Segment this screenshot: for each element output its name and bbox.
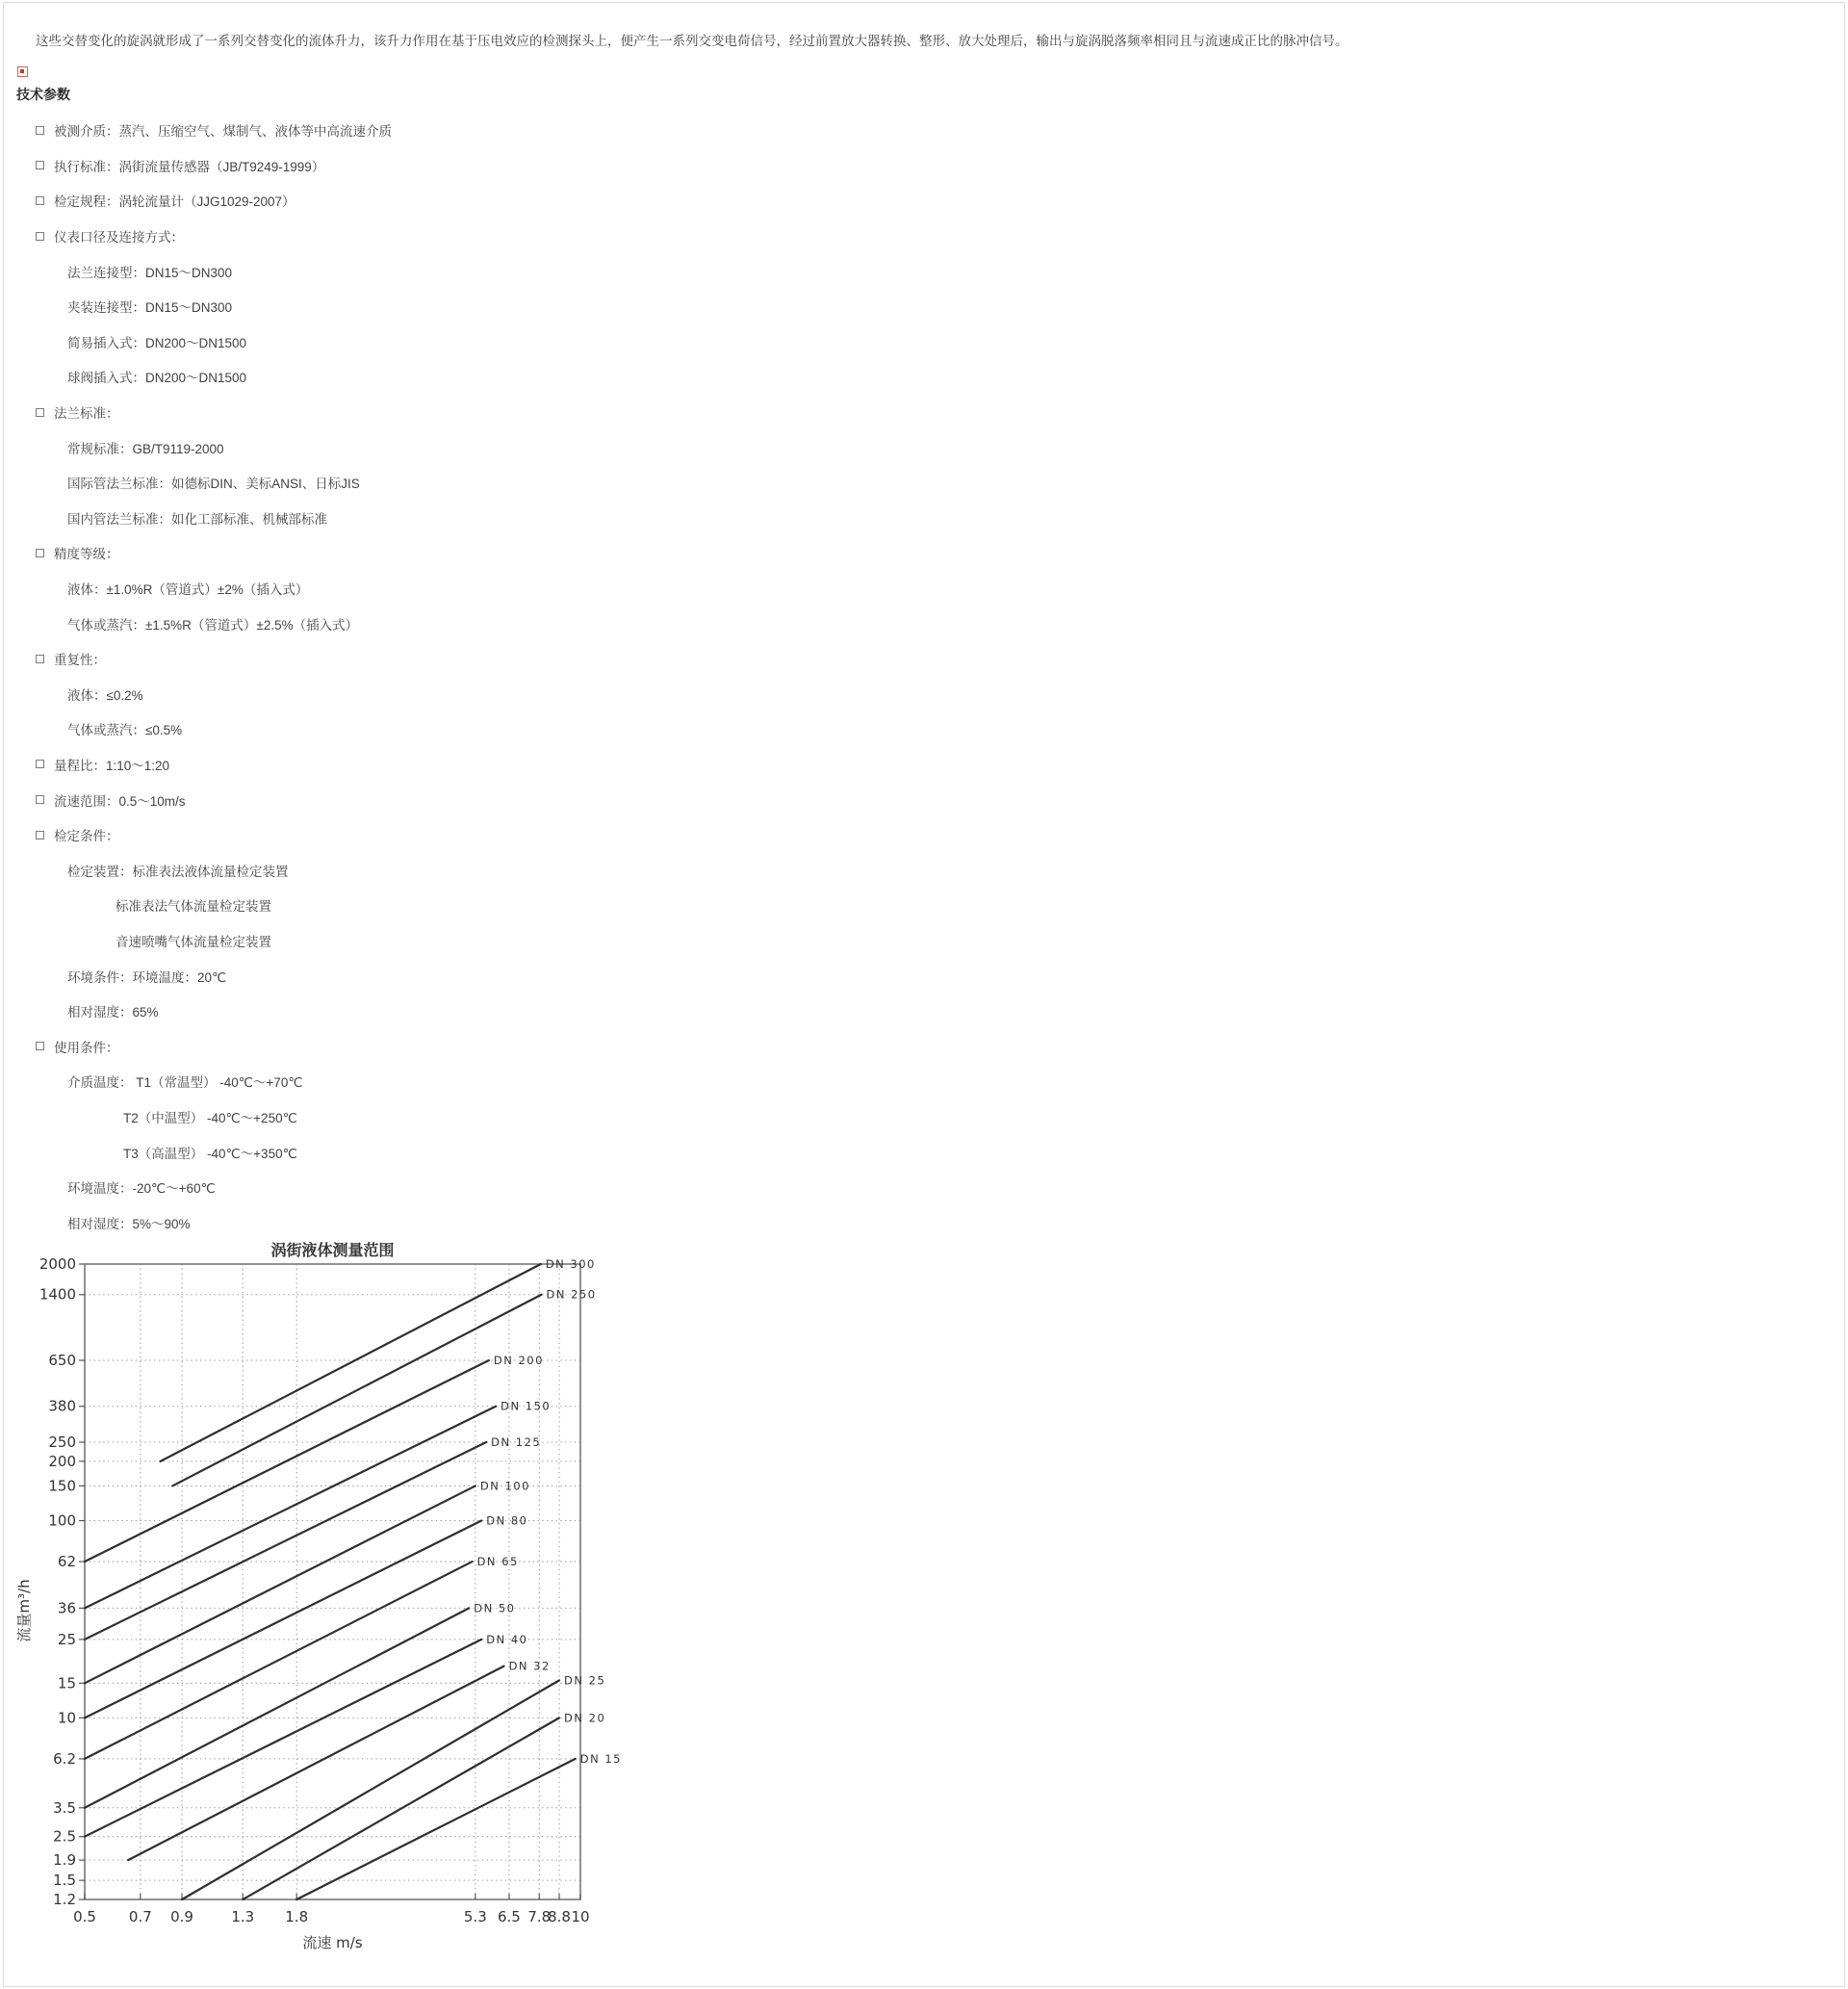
flow-range-chart-svg: [4, 1240, 697, 1976]
y-tick-label: 200: [48, 1452, 76, 1470]
y-tick-label: 36: [57, 1599, 76, 1617]
y-tick-label: 15: [57, 1674, 76, 1692]
intro-paragraph: 这些交替变化的旋涡就形成了一系列交替变化的流体升力，该升力作用在基于压电效应的检测探头上，便产生一系列交变电荷信号，经过前置放大器转换、整形、放大处理后，输出与旋涡脱落频率相同且与流速成正比的脉冲信号。: [36, 34, 1348, 48]
spec-item-text: 常规标准：GB/T9119-2000: [67, 441, 224, 456]
square-bullet-icon: [36, 161, 44, 169]
spec-item: [4, 113, 1844, 148]
y-tick-label: 650: [48, 1351, 76, 1369]
dn-line: [85, 1640, 481, 1837]
spec-item: [4, 1099, 1844, 1135]
spec-item: [4, 183, 1844, 219]
spec-item: [4, 1064, 1844, 1099]
square-bullet-icon: [36, 760, 44, 768]
spec-item-text: 球阀插入式：DN200～DN1500: [67, 371, 247, 386]
spec-item-text: 音速喷嘴气体流量检定装置: [116, 934, 271, 949]
y-tick-label: 1.5: [53, 1872, 76, 1890]
spec-item-text: 介质温度： T1（常温型） -40℃～+70℃: [67, 1075, 303, 1091]
spec-item: [4, 289, 1844, 324]
dn-line-label: DN 40: [486, 1632, 528, 1646]
square-bullet-icon: [36, 655, 44, 663]
spec-item: [4, 395, 1844, 430]
dn-line: [85, 1442, 486, 1640]
spec-item-text: 相对湿度：5%～90%: [67, 1216, 191, 1231]
spec-item: [4, 852, 1844, 888]
dn-line: [85, 1521, 481, 1718]
spec-item-text: 国内管法兰标准：如化工部标准、机械部标准: [67, 511, 327, 527]
spec-item: [4, 324, 1844, 360]
dn-line-label: DN 150: [500, 1399, 552, 1413]
spec-item: [4, 606, 1844, 641]
spec-item-text: 简易插入式：DN200～DN1500: [67, 335, 247, 350]
spec-item: [4, 1170, 1844, 1205]
dn-line: [85, 1485, 475, 1683]
spec-item-text: 量程比：1:10～1:20: [54, 758, 170, 773]
spec-item-text: 仪表口径及连接方式：: [54, 230, 184, 245]
x-tick-label: 5.3: [463, 1908, 487, 1925]
section-title: 技术参数: [16, 87, 70, 102]
spec-item: [4, 148, 1844, 184]
y-tick-label: 380: [48, 1397, 76, 1415]
spec-item: [4, 711, 1844, 747]
spec-item-text: 精度等级：: [54, 547, 119, 562]
spec-item: [4, 219, 1844, 254]
y-tick-label: 25: [57, 1630, 76, 1648]
dn-line-label: DN 250: [546, 1287, 597, 1302]
dn-line-label: DN 125: [491, 1434, 542, 1449]
dn-line-label: DN 200: [493, 1353, 544, 1367]
document-page: [3, 2, 1845, 1987]
spec-item-text: 被测介质：蒸汽、压缩空气、煤制气、液体等中高流速介质: [54, 124, 392, 140]
spec-item: [4, 888, 1844, 923]
spec-item-text: 环境温度：-20℃～+60℃: [67, 1181, 216, 1197]
spec-item: [4, 253, 1844, 289]
spec-item: [4, 535, 1844, 571]
square-bullet-icon: [36, 1042, 44, 1050]
dn-line-label: DN 32: [508, 1659, 551, 1673]
spec-item-text: 气体或蒸汽：≤0.5%: [67, 723, 183, 738]
x-tick-label: 7.8: [527, 1908, 552, 1925]
dn-line: [172, 1295, 541, 1486]
y-tick-label: 2.5: [53, 1827, 76, 1846]
square-bullet-icon: [36, 232, 44, 241]
spec-item: [4, 994, 1844, 1029]
spec-item-text: 夹装连接型：DN15～DN300: [67, 300, 233, 316]
spec-item-text: T2（中温型） -40℃～+250℃: [123, 1110, 297, 1125]
chart-title: 涡街液体测量范围: [270, 1241, 395, 1259]
dn-line-label: DN 65: [476, 1555, 519, 1569]
dn-line-label: DN 300: [545, 1257, 596, 1271]
y-tick-label: 250: [48, 1433, 76, 1451]
spec-item-text: 法兰标准：: [54, 406, 119, 422]
dn-line-label: DN 15: [579, 1751, 623, 1766]
dn-line-label: DN 20: [564, 1711, 606, 1725]
spec-item: [4, 465, 1844, 501]
square-bullet-icon: [36, 126, 44, 135]
spec-item-text: 气体或蒸汽：±1.5%R（管道式）±2.5%（插入式）: [67, 617, 359, 633]
spec-list: [4, 113, 1844, 1240]
y-tick-label: 1.9: [53, 1851, 76, 1870]
dn-line-label: DN 80: [486, 1513, 528, 1528]
spec-item: [4, 782, 1844, 817]
spec-item-text: 执行标准：涡街流量传感器（JB/T9249-1999）: [54, 159, 325, 174]
spec-item-text: 流速范围：0.5～10m/s: [54, 793, 186, 809]
y-tick-label: 150: [48, 1477, 76, 1495]
square-bullet-icon: [36, 795, 44, 804]
spec-item-text: 液体：≤0.2%: [67, 687, 143, 703]
spec-item: [4, 958, 1844, 994]
square-bullet-icon: [36, 408, 44, 417]
flow-range-chart: [4, 1240, 1844, 1986]
spec-item-text: T3（高温型） -40℃～+350℃: [123, 1146, 297, 1161]
spec-item: [4, 1204, 1844, 1240]
dn-line: [296, 1759, 576, 1899]
dn-line: [128, 1666, 503, 1861]
x-tick-label: 1.8: [285, 1908, 309, 1925]
y-tick-label: 2000: [38, 1255, 76, 1273]
spec-item: [4, 1028, 1844, 1064]
dn-line: [85, 1608, 469, 1807]
spec-item: [4, 817, 1844, 853]
x-tick-label: 6.5: [498, 1908, 521, 1925]
spec-item-text: 标准表法气体流量检定装置: [116, 899, 271, 915]
x-tick-label: 0.7: [128, 1908, 152, 1925]
spec-item-text: 法兰连接型：DN15～DN300: [67, 265, 233, 280]
spec-item-text: 国际管法兰标准：如德标DIN、美标ANSI、日标JIS: [67, 477, 360, 492]
square-bullet-icon: [36, 831, 44, 840]
x-tick-label: 0.5: [73, 1908, 96, 1925]
spec-item: [4, 747, 1844, 783]
dn-line: [182, 1680, 559, 1899]
spec-item: [4, 641, 1844, 677]
spec-item: [4, 923, 1844, 959]
spec-item: [4, 429, 1844, 465]
y-tick-label: 1.2: [53, 1891, 76, 1908]
y-tick-label: 10: [57, 1709, 76, 1727]
x-axis-label: 流速 m/s: [302, 1934, 363, 1951]
spec-item-text: 检定装置：标准表法液体流量检定装置: [67, 864, 289, 879]
y-tick-label: 1400: [38, 1285, 76, 1304]
y-tick-label: 62: [57, 1553, 76, 1571]
y-tick-label: 6.2: [53, 1749, 76, 1768]
square-bullet-icon: [36, 196, 44, 205]
y-axis-label: 流量m³/h: [15, 1579, 33, 1642]
spec-item-text: 检定条件：: [54, 829, 119, 844]
spec-item-text: 液体：±1.0%R（管道式）±2%（插入式）: [67, 582, 309, 598]
x-tick-label: 10: [571, 1908, 590, 1925]
spec-item: [4, 677, 1844, 712]
spec-item: [4, 571, 1844, 607]
x-tick-label: 1.3: [231, 1908, 255, 1925]
spec-item-text: 环境条件：环境温度：20℃: [67, 969, 227, 985]
dn-line-label: DN 100: [479, 1479, 530, 1493]
dn-line: [243, 1718, 559, 1899]
dn-line-label: DN 25: [564, 1673, 606, 1688]
spec-item-text: 相对湿度：65%: [67, 1005, 159, 1020]
broken-image-icon: [17, 66, 28, 77]
x-tick-label: 8.8: [548, 1908, 571, 1925]
spec-item-text: 检定规程：涡轮流量计（JJG1029-2007）: [54, 194, 295, 210]
spec-item-text: 使用条件：: [54, 1040, 119, 1055]
spec-item: [4, 359, 1844, 395]
y-tick-label: 100: [48, 1511, 76, 1530]
spec-item-text: 重复性：: [54, 653, 106, 668]
square-bullet-icon: [36, 549, 44, 557]
x-tick-label: 0.9: [170, 1908, 193, 1925]
spec-item: [4, 501, 1844, 536]
dn-line: [85, 1562, 473, 1759]
y-tick-label: 3.5: [53, 1798, 76, 1817]
dn-line-label: DN 50: [474, 1601, 516, 1615]
spec-item: [4, 1134, 1844, 1170]
